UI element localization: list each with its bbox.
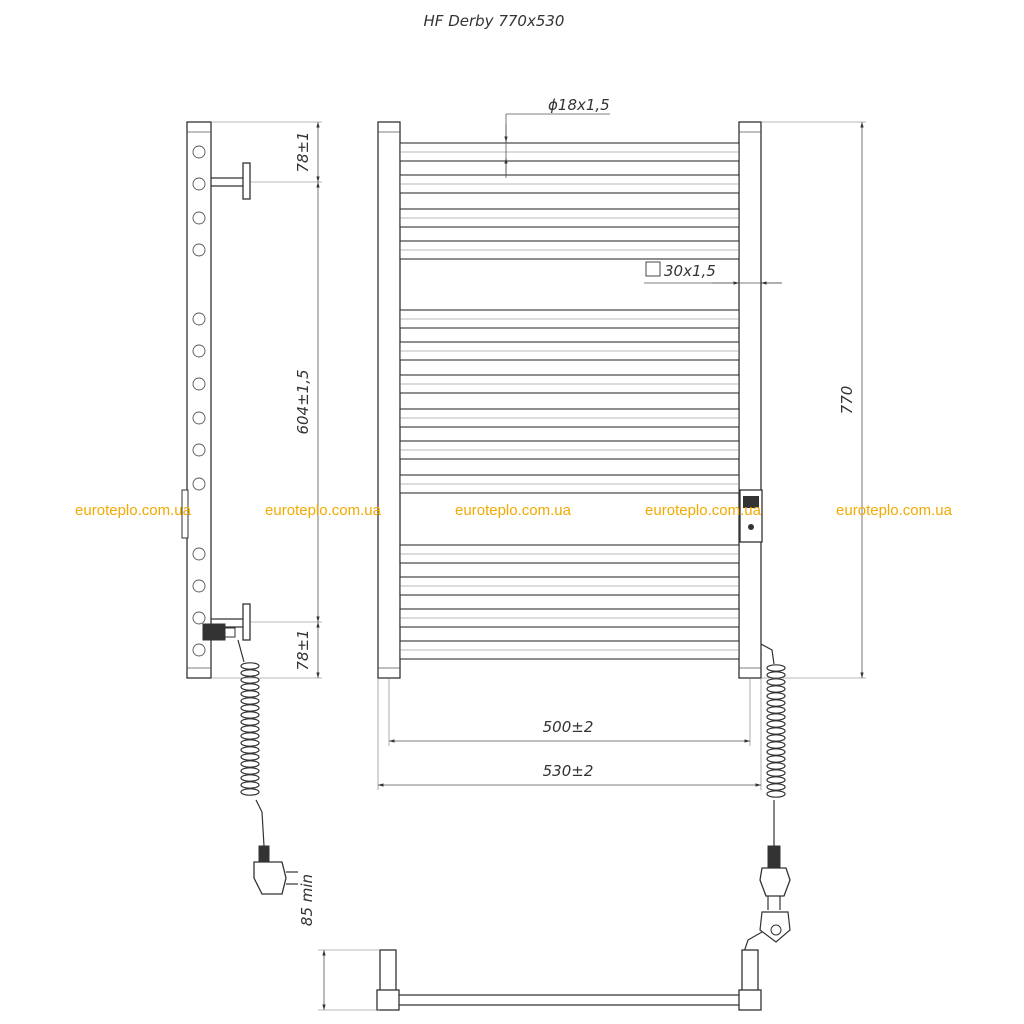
bar-end-2	[193, 178, 205, 190]
plug-right	[744, 846, 790, 952]
bar-end-12	[193, 580, 205, 592]
coiled-cord-right	[767, 665, 785, 797]
bar-end-5	[193, 313, 205, 325]
left-post	[378, 122, 400, 678]
dim-tube-diameter: ϕ18x1,5	[548, 96, 610, 114]
plan-right-bracket	[742, 950, 758, 992]
bar-end-7	[193, 378, 205, 390]
watermark-2: euroteplo.com.ua	[265, 502, 381, 519]
plug-left	[254, 846, 298, 894]
dim-bottom-offset: 78±1	[294, 629, 312, 671]
bar-end-11	[193, 548, 205, 560]
front-view	[378, 96, 866, 952]
watermark-4: euroteplo.com.ua	[645, 502, 761, 519]
bar-end-10	[193, 478, 205, 490]
drawing-title: HF Derby 770x530	[423, 12, 565, 30]
bar-end-14	[193, 644, 205, 656]
bar-end-4	[193, 244, 205, 256]
bar-end-8	[193, 412, 205, 424]
dim-profile: 30x1,5	[664, 262, 716, 280]
right-post	[739, 122, 761, 678]
plan-left-bracket	[380, 950, 396, 992]
bar-end-6	[193, 345, 205, 357]
dim-mount-spacing: 604±1,5	[294, 369, 312, 435]
watermark-1: euroteplo.com.ua	[75, 502, 191, 519]
top-view	[298, 874, 761, 1010]
horizontal-bars	[400, 143, 739, 659]
dim-outer-width: 530±2	[542, 762, 594, 780]
bar-end-13	[193, 612, 205, 624]
side-post	[187, 122, 211, 678]
dim-overall-height: 770	[838, 385, 856, 415]
top-wall-bracket	[211, 163, 250, 199]
coiled-cord-left	[241, 663, 259, 795]
bar-end-1	[193, 146, 205, 158]
bar-end-9	[193, 444, 205, 456]
dim-inner-width: 500±2	[542, 718, 594, 736]
dim-top-offset: 78±1	[294, 131, 312, 173]
watermark-5: euroteplo.com.ua	[836, 502, 952, 519]
watermark-3: euroteplo.com.ua	[455, 502, 571, 519]
square-profile-icon	[646, 262, 660, 276]
bar-end-3	[193, 212, 205, 224]
heater-connector	[203, 624, 225, 640]
dim-floor-clearance: 85 min	[298, 873, 316, 927]
